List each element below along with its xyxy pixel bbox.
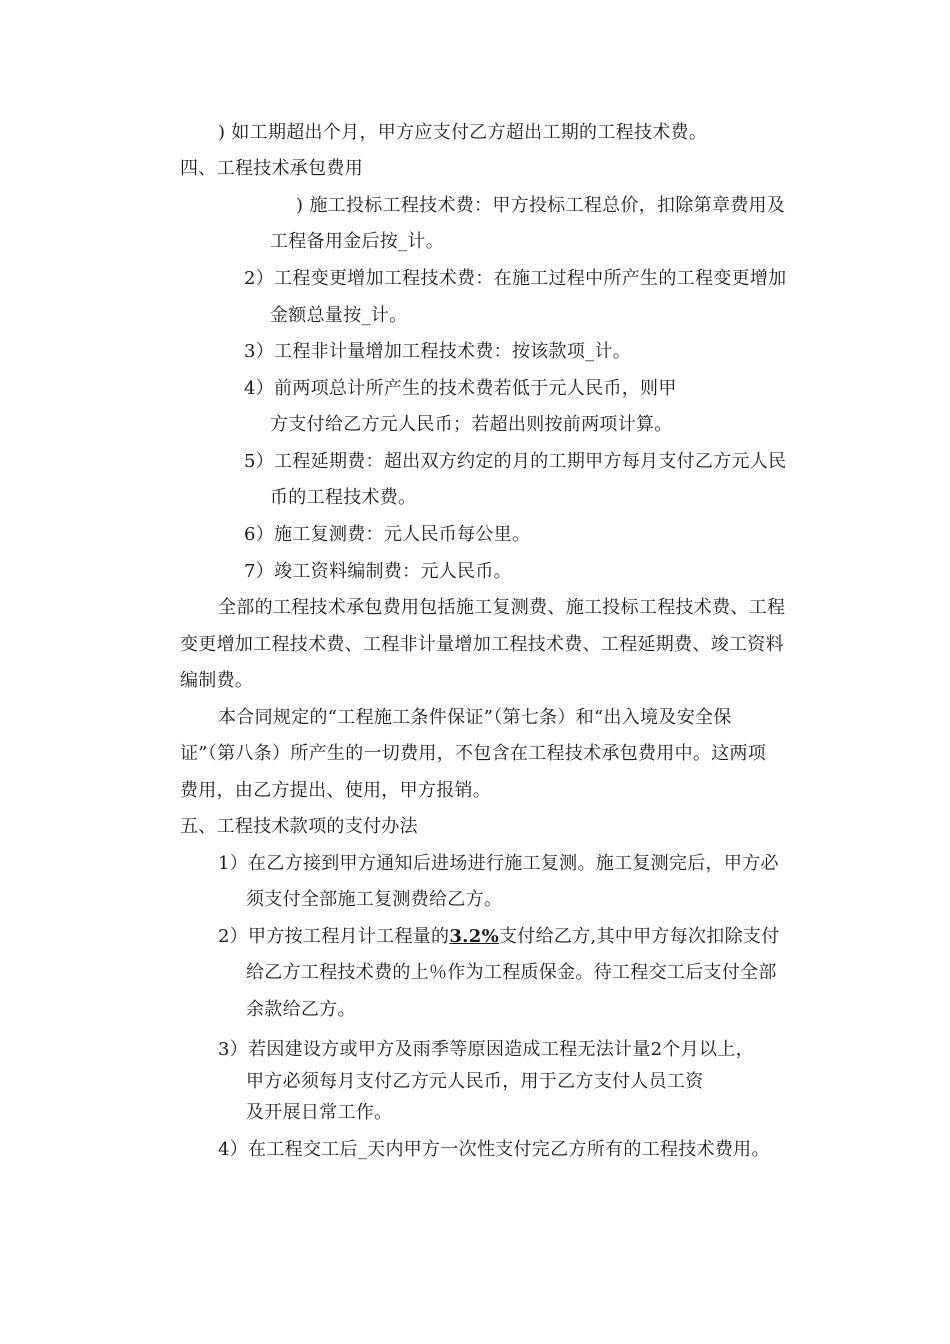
text-line: 给乙方工程技术费的上％作为工程质保金。待工程交工后支付全部 (246, 962, 777, 983)
section-heading-5: 五、工程技术款项的支付办法 (180, 816, 418, 837)
text-line: 3）若因建设方或甲方及雨季等原因造成工程无法计量2个月以上， (218, 1039, 754, 1060)
text-line: 余款给乙方。 (246, 999, 356, 1020)
text-line: 2）工程变更增加工程技术费：在施工过程中所产生的工程变更增加 (244, 268, 787, 289)
text-line: 7）竣工资料编制费：元人民币。 (244, 561, 512, 582)
section-heading-4: 四、工程技术承包费用 (180, 158, 363, 179)
text-line: 须支付全部施工复测费给乙方。 (246, 889, 503, 910)
text-line: 币的工程技术费。 (270, 487, 417, 508)
text-line: 变更增加工程技术费、工程非计量增加工程技术费、工程延期费、竣工资料 (180, 634, 784, 655)
payment-item-2-suffix: 支付给乙方,其中甲方每次扣除支付 (498, 926, 780, 947)
text-line: 本合同规定的“工程施工条件保证”（第七条）和“出入境及安全保 (218, 707, 732, 728)
text-line: 工程备用金后按_计。 (270, 231, 444, 252)
text-line: 及开展日常工作。 (246, 1102, 393, 1123)
text-line: 5）工程延期费：超出双方约定的月的工期甲方每月支付乙方元人民 (244, 451, 787, 472)
text-line: 费用，由乙方提出、使用，甲方报销。 (180, 780, 492, 801)
text-line: 金额总量按_计。 (270, 305, 408, 326)
text-line: 编制费。 (180, 670, 254, 691)
text-line: ) 施工投标工程技术费：甲方投标工程总价，扣除第章费用及 (296, 195, 786, 216)
text-line: 4）前两项总计所产生的技术费若低于元人民币，则甲 (244, 378, 677, 399)
text-line: 6）施工复测费：元人民币每公里。 (244, 524, 531, 545)
payment-item-2-prefix: 2）甲方按工程月计工程量的 (218, 926, 450, 947)
payment-percent: 3.2% (449, 926, 499, 947)
text-line: 4）在工程交工后_天内甲方一次性支付完乙方所有的工程技术费用。 (218, 1139, 770, 1160)
text-line: 3）工程非计量增加工程技术费：按该款项_计。 (244, 341, 632, 362)
payment-item-2 (218, 925, 780, 949)
text-line: 方支付给乙方元人民币；若超出则按前两项计算。 (270, 414, 673, 435)
text-line: ) 如工期超出个月，甲方应支付乙方超出工期的工程技术费。 (218, 122, 708, 143)
text-line: 甲方必须每月支付乙方元人民币，用于乙方支付人员工资 (246, 1071, 704, 1092)
text-line: 全部的工程技术承包费用包括施工复测费、施工投标工程技术费、工程 (218, 597, 786, 618)
text-line: 证”（第八条）所产生的一切费用，不包含在工程技术承包费用中。这两项 (180, 743, 767, 764)
text-line: 1）在乙方接到甲方通知后进场进行施工复测。施工复测完后，甲方必 (218, 853, 779, 874)
